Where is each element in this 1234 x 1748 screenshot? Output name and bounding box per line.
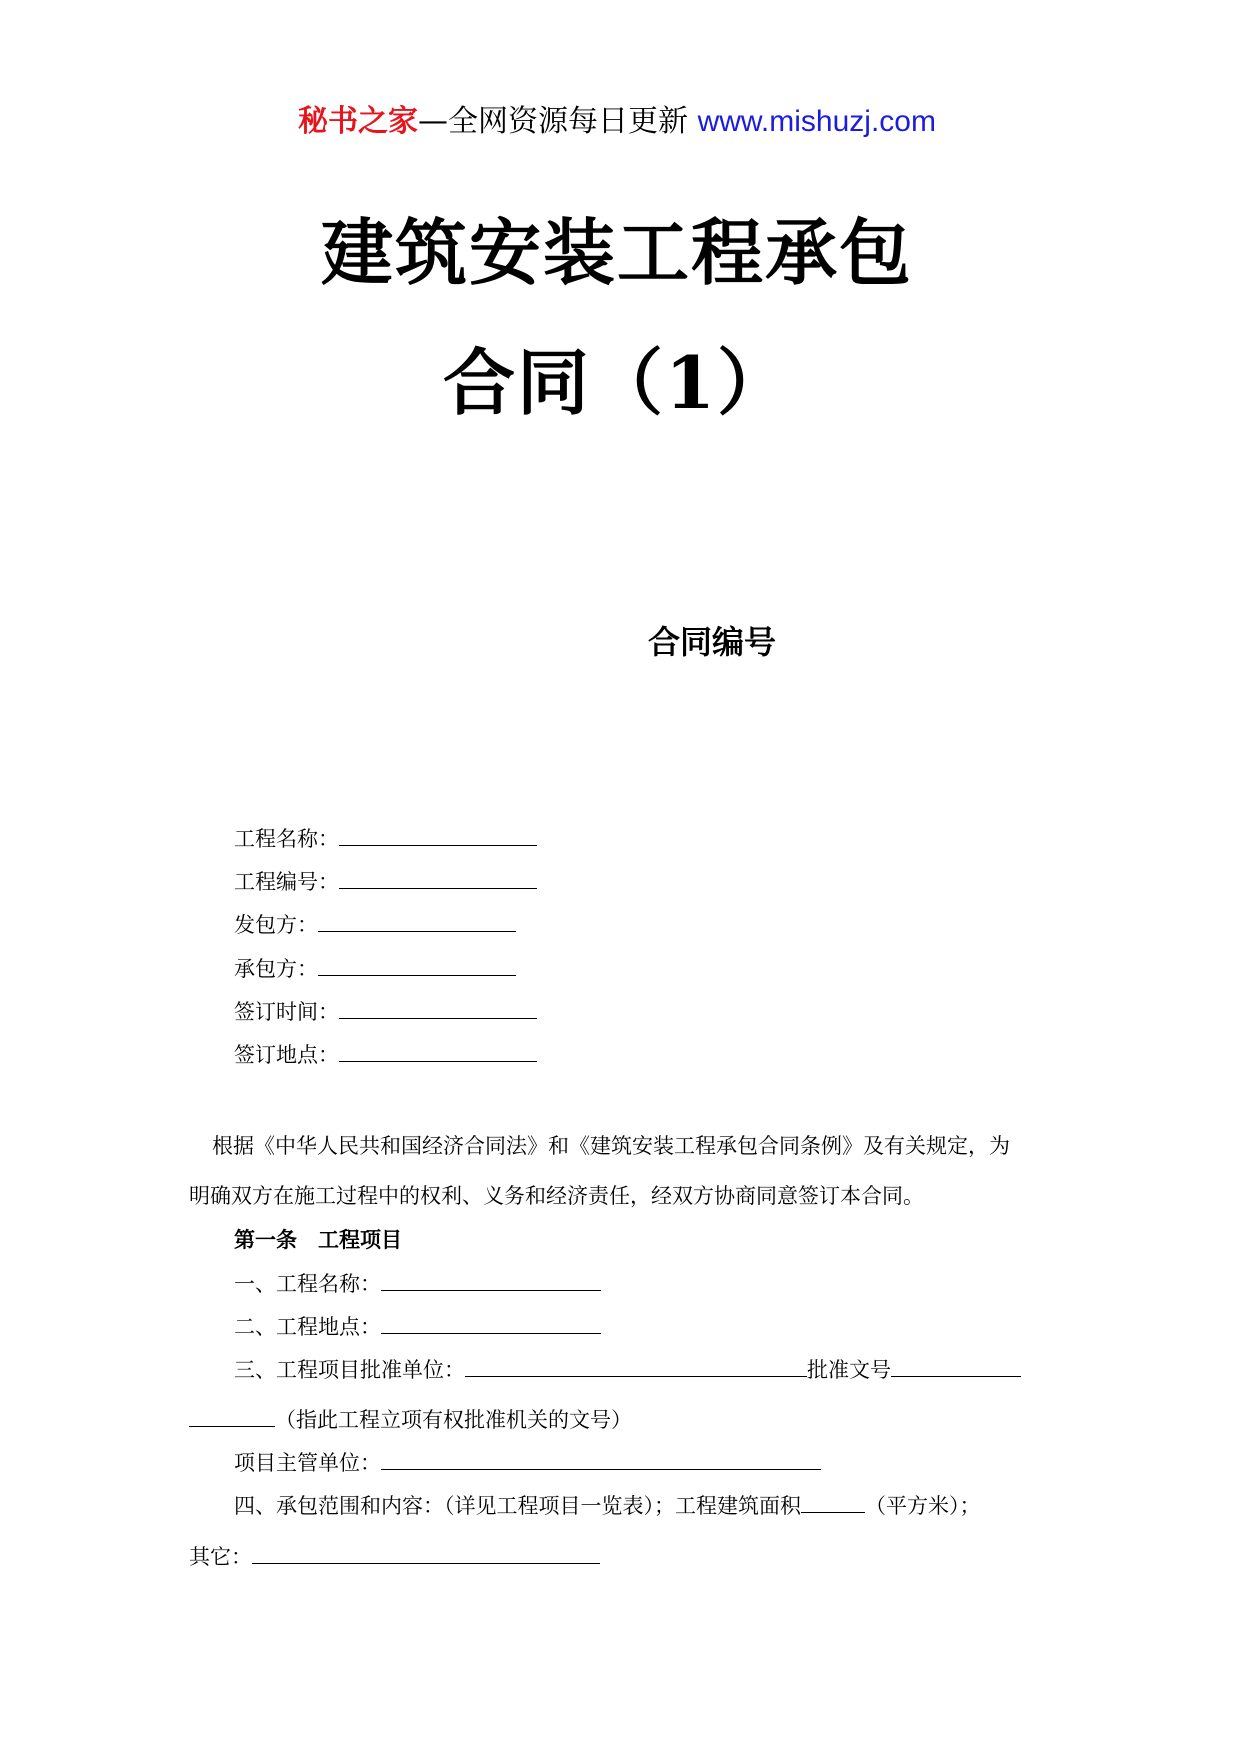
field-label: 发包方： (234, 913, 318, 937)
item-scope (234, 1490, 981, 1521)
article1-heading: 第一条 工程项目 (234, 1227, 402, 1252)
item-label: 四、承包范围和内容：（详见工程项目一览表）；工程建筑面积 (234, 1494, 801, 1518)
banner-brand: 秘书之家 (298, 104, 419, 139)
field-contractor (234, 953, 516, 984)
banner-url[interactable]: www.mishuzj.com (697, 105, 936, 138)
item-project-name (234, 1268, 601, 1299)
field-label: 工程编号： (234, 870, 339, 894)
blank-line[interactable] (891, 1354, 1021, 1377)
intro-paragraph-line2: 明确双方在施工过程中的权利、义务和经济责任，经双方协商同意签订本合同。 (189, 1184, 924, 1208)
contract-number-label: 合同编号 (648, 623, 777, 661)
blank-line[interactable] (339, 866, 537, 889)
item-supervisor-unit (234, 1447, 821, 1478)
item-label: 三、工程项目批准单位： (234, 1358, 465, 1382)
blank-line[interactable] (339, 1039, 537, 1062)
blank-line[interactable] (801, 1490, 865, 1513)
field-sign-time (234, 996, 537, 1027)
blank-line[interactable] (339, 823, 537, 846)
field-label: 签订地点： (234, 1043, 339, 1067)
item-label: 项目主管单位： (234, 1451, 381, 1475)
item-note: （指此工程立项有权批准机关的文号） (275, 1408, 632, 1432)
item-label: 批准文号 (807, 1358, 891, 1382)
item-approval-unit (234, 1354, 1021, 1385)
item-label: （平方米）； (865, 1494, 981, 1518)
item-project-location (234, 1311, 601, 1342)
item-other (189, 1541, 600, 1572)
item-label: 一、工程名称： (234, 1272, 381, 1296)
field-project-number (234, 866, 537, 897)
blank-line[interactable] (318, 909, 516, 932)
blank-line[interactable] (465, 1354, 807, 1377)
blank-line[interactable] (381, 1311, 601, 1334)
blank-line[interactable] (339, 996, 537, 1019)
item-approval-note (189, 1404, 632, 1435)
field-label: 工程名称： (234, 827, 339, 851)
field-label: 承包方： (234, 957, 318, 981)
site-banner (0, 102, 1234, 142)
blank-line[interactable] (189, 1404, 275, 1427)
document-title-line1: 建筑安装工程承包 (320, 210, 913, 295)
blank-line[interactable] (252, 1541, 600, 1564)
intro-paragraph-line1: 根据《中华人民共和国经济合同法》和《建筑安装工程承包合同条例》及有关规定，为 (212, 1134, 1010, 1158)
item-label: 其它： (189, 1545, 252, 1569)
field-employer (234, 909, 516, 940)
blank-line[interactable] (381, 1268, 601, 1291)
document-title-line2: 合同（1） (442, 340, 792, 425)
blank-line[interactable] (381, 1447, 821, 1470)
field-sign-place (234, 1039, 537, 1070)
banner-slogan: —全网资源每日更新 (418, 104, 689, 139)
field-project-name (234, 823, 537, 854)
item-label: 二、工程地点： (234, 1315, 381, 1339)
field-label: 签订时间： (234, 1000, 339, 1024)
blank-line[interactable] (318, 953, 516, 976)
